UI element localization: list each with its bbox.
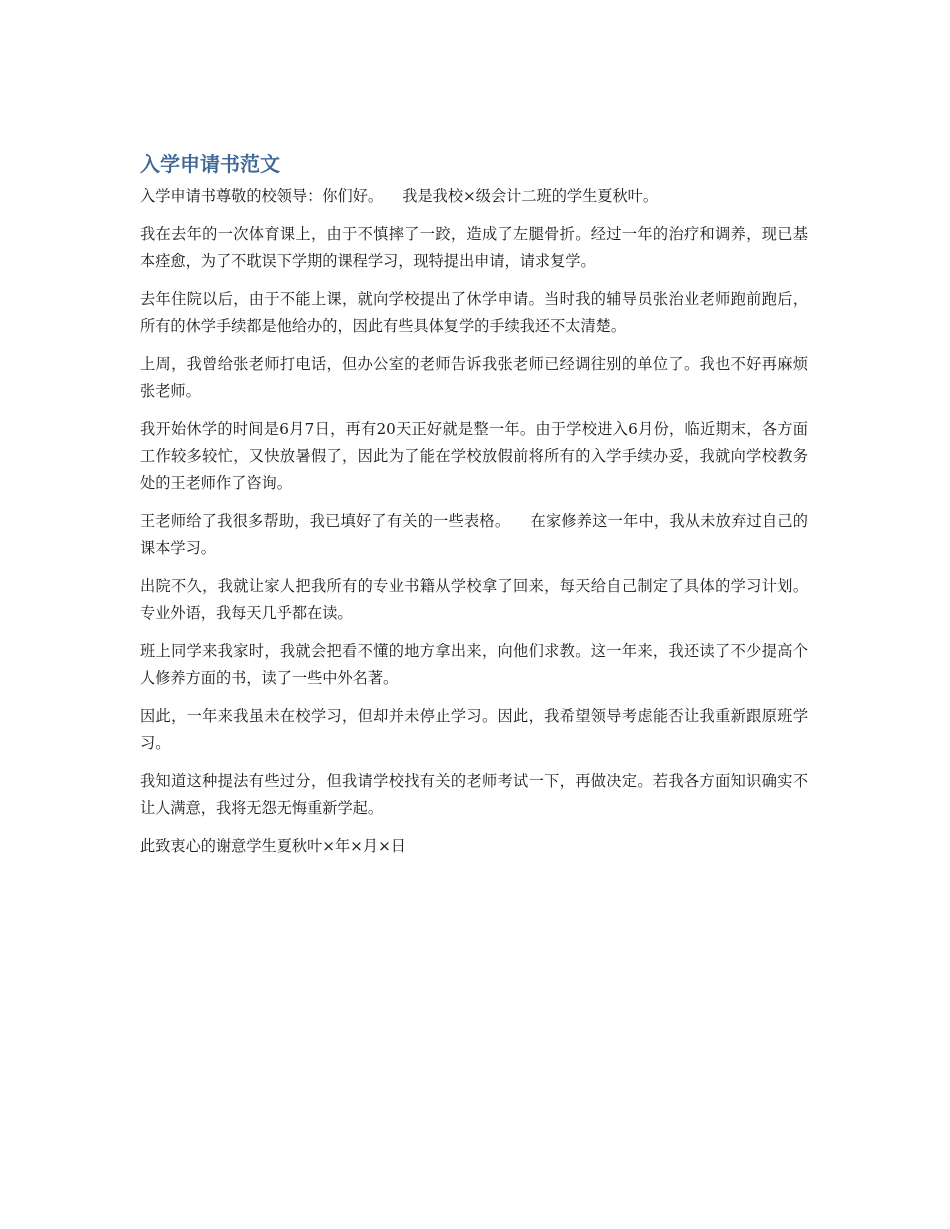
paragraph-reason: 我在去年的一次体育课上，由于不慎摔了一跤，造成了左腿骨折。经过一年的治疗和调养，现已基本痊愈，为了不耽误下学期的课程学习，现特提出申请，请求复学。: [140, 225, 808, 270]
paragraph-classmates: 班上同学来我家时，我就会把看不懂的地方拿出来，向他们求教。这一年来，我还读了不少提高个人修养方面的书，读了一些中外名著。: [140, 642, 808, 687]
paragraph-forms: 王老师给了我很多帮助，我已填好了有关的一些表格。 在家修养这一年中，我从未放弃过自己的课本学习。: [140, 512, 808, 557]
paragraph-exam: 我知道这种提法有些过分，但我请学校找有关的老师考试一下，再做决定。若我各方面知识确实不让人满意，我将无怨无悔重新学起。: [140, 772, 808, 817]
paragraph-suspension: 去年住院以后，由于不能上课，就向学校提出了休学申请。当时我的辅导员张治业老师跑前跑后，所有的休学手续都是他给办的，因此有些具体复学的手续我还不太清楚。: [140, 290, 808, 335]
paragraph-request: 因此，一年来我虽未在校学习，但却并未停止学习。因此，我希望领导考虑能否让我重新跟原班学习。: [140, 707, 808, 752]
document-title: 入学申请书范文: [140, 152, 280, 176]
paragraph-salutation: 入学申请书尊敬的校领导：你们好。 我是我校×级会计二班的学生夏秋叶。: [140, 187, 659, 205]
paragraph-timeline: 我开始休学的时间是6月7日，再有20天正好就是整一年。由于学校进入6月份，临近期末，各方面工作较多较忙，又快放暑假了，因此为了能在学校放假前将所有的入学手续办妥，我就向学校教务处的王老师作了咨询。: [140, 420, 808, 492]
document-page: [140, 150, 808, 871]
paragraph-closing: 此致衷心的谢意学生夏秋叶×年×月×日: [140, 837, 406, 855]
paragraph-teacher-call: 上周，我曾给张老师打电话，但办公室的老师告诉我张老师已经调往别的单位了。我也不好再麻烦张老师。: [140, 355, 808, 400]
paragraph-self-study: 出院不久，我就让家人把我所有的专业书籍从学校拿了回来，每天给自己制定了具体的学习计划。专业外语，我每天几乎都在读。: [140, 577, 808, 622]
